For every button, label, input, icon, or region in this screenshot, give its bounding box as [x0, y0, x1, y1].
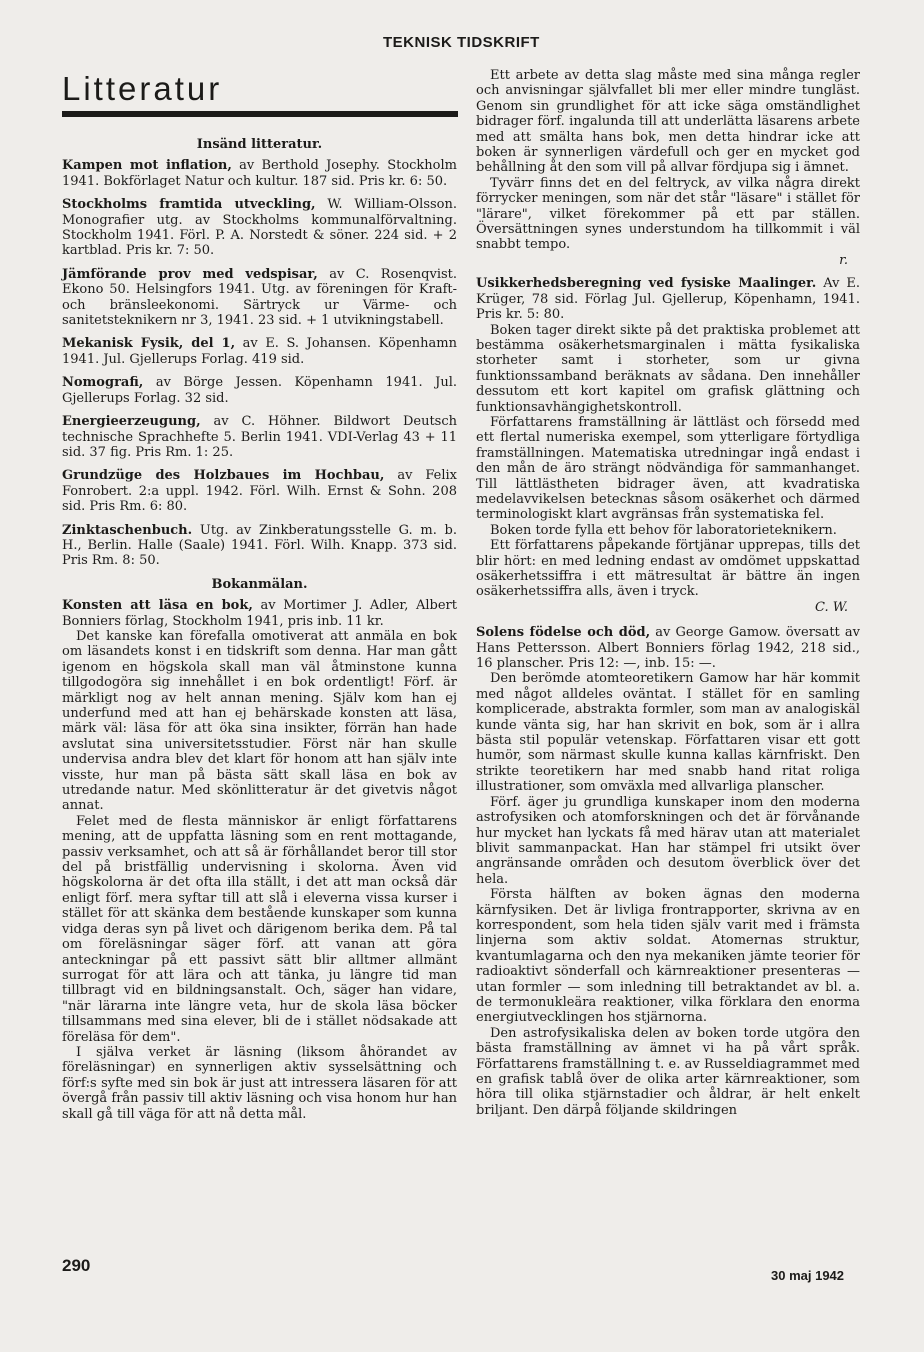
left-column — [62, 137, 457, 1122]
entry-details: av Börge Jessen. Köpenhamn 1941. Jul. Gjellerups Forlag. 32 sid. — [62, 375, 457, 406]
review3-heading — [476, 625, 860, 671]
entry-list — [62, 158, 457, 568]
review2-meta: Av E. Krüger, 78 sid. Förlag Jul. Gjellerup, Köpenhamn, 1941. Pris kr. 5: 80. — [476, 276, 860, 323]
review2-title: Usikkerhedsberegning ved fysiske Maalinger. — [476, 276, 817, 292]
review3-meta: av George Gamow. översatt av Hans Pettersson. Albert Bonniers förlag 1942, 218 sid., 16 planscher. Pris 12: —, inb. 15: —. — [476, 625, 860, 672]
paragraph: Tyvärr finns det en del feltryck, av vilka några direkt förrycker meningen, som när det står "läsare" i stället för "lärare", vilket förekommer på ett par ställen. Översättningen synes understundom ha tillkommit i väl snabbt tempo. — [476, 175, 860, 253]
literature-entry — [62, 197, 457, 259]
insand-header: Insänd litteratur. — [196, 137, 323, 152]
paragraph: Den berömde atomteoretikern Gamow har här kommit med något alldeles oväntat. I stället för en samling komplicerade, abstrakta formler, som man av analogiskäl kunde vänta sig, har han skrivit en bok, som är i allra bästa stil populär vetenskap. Författaren visar ett gott humör, som närmast skulle kunna kallas kärnfriskt. Den strikte teoretikern har med snabb hand ritat roliga illustrationer, som omväxla med allvarliga planscher. — [476, 671, 860, 795]
entry-title: Nomografi, — [62, 375, 144, 391]
paragraph: Ett författarens påpekande förtjänar upprepas, tills det blir hört: en med ledning endast av omdömet uppskattad osäkerhetssiffra i ett mätresultat är bättre än ingen osäkerhetssiffra alls, även i tryck. — [476, 538, 860, 600]
entry-details: av Felix Fonrobert. 2:a uppl. 1942. Förl. Wilh. Ernst & Sohn. 208 sid. Pris Rm. 6: 80. — [62, 468, 457, 515]
literature-entry — [62, 414, 457, 460]
review1-body — [62, 629, 457, 1122]
issue-date: 30 maj 1942 — [771, 1268, 845, 1283]
paragraph: Förf. äger ju grundliga kunskaper inom den moderna astrofysiken och atomforskningen och det är förvånande hur mycket han lyckats få med härav utan att materialet blivit sammanpackat. Han har stämpel fri utsikt över angränsande områden och desutom överblick över det hela. — [476, 794, 860, 887]
entry-details: Utg. av Zinkberatungsstelle G. m. b. H., Berlin. Halle (Saale) 1941. Förl. Wilh. Knapp. 373 sid. Pris Rm. 8: 50. — [62, 522, 457, 569]
review3-title: Solens födelse och död, — [476, 625, 651, 641]
literature-entry — [62, 267, 457, 329]
review1-heading — [62, 598, 457, 629]
review2-signature: C. W. — [815, 599, 848, 615]
paragraph: Det kanske kan förefalla omotiverat att anmäla en bok om läsandets konst i en tidskrift som denna. Har man gått igenom en högskola skall man väl åtminstone kunna tillgodogöra sig innehållet i en bok ordentligt! Förf. är märkligt nog av helt annan mening. Själv kom han ej underfund med att han ej behärskade konsten att läsa, märk väl: läsa för att öka sina insikter, förrän han hade avslutat sina universitetsstudier. Först när han skulle undervisa andra blev det klart för honom att han själv inte visste, hur man på bästa sätt skall läsa en bok av utredande natur. Med skönlitteratur är det givetvis något annat. — [62, 628, 457, 814]
entry-title: Mekanisk Fysik, del 1, — [62, 336, 236, 352]
review2-body — [476, 323, 860, 600]
paragraph: Författarens framställning är lättläst och försedd med ett flertal numeriska exempel, som ytterligare förtydliga framställningen. Matematiska utredningar ingå endast i den mån de äro strängt nödvändiga för sammanhanget. Till lättlästheten bidrager även, att kvadratiska medelavvikelsen betecknas såsom osäkerhet och därmed terminologiskt klart avgränsas från systematiska fel. — [476, 414, 860, 523]
entry-details: av E. S. Johansen. Köpenhamn 1941. Jul. Gjellerups Forlag. 419 sid. — [62, 336, 457, 367]
entry-title: Grundzüge des Holzbaues im Hochbau, — [62, 468, 385, 484]
entry-title: Stockholms framtida utveckling, — [62, 197, 316, 213]
paragraph: I själva verket är läsning (liksom åhörandet av föreläsningar) en synnerligen aktiv sysselsättning och förf:s syfte med sin bok är just att intressera läsaren för att övergå från passiv till aktiv läsning och visa honom hur han skall gå till väga för att nå detta mål. — [62, 1044, 457, 1122]
entry-title: Jämförande prov med vedspisar, — [62, 266, 318, 282]
paragraph: Den astrofysikaliska delen av boken torde utgöra den bästa framställning av ämnet vi ha på vårt språk. Författarens framställning t. e. av Russeldiagrammet med en grafisk tablå över de olika arter kärnreaktioner, som höra till olika stjärnstadier och åldrar, är helt enkelt briljant. Den därpå följande skildringen — [476, 1025, 860, 1118]
review1-title: Konsten att läsa en bok, — [62, 598, 253, 614]
bokanmalan-header: Bokanmälan. — [211, 576, 308, 592]
entry-title: Energieerzeugung, — [62, 414, 201, 430]
paragraph: Ett arbete av detta slag måste med sina många regler och anvisningar självfallet bli mer eller mindre tungläst. Genom sin grundlighet för att icke säga omständlighet bidrager förf. ingalunda till att underlätta läsarens arbete med att smälta hans bok, men detta hindrar icke att boken är synnerligen värdefull och ger en mycket god behållning åt den som vill på allvar fördjupa sig i ämnet. — [476, 68, 860, 176]
entry-details: av Berthold Josephy. Stockholm 1941. Bokförlaget Natur och kultur. 187 sid. Pris kr. 6: 50. — [62, 158, 457, 189]
paragraph: Boken tager direkt sikte på det praktiska problemet att bestämma osäkerhetsmarginalen i mätta fysikaliska storheter samt i storheter, som ur givna funktionssamband beräknats av sådana. Den innehåller dessutom ett kort kapitel om grafisk glättning och funktionsavhängighetskontroll. — [476, 322, 860, 415]
entry-details: av C. Rosenqvist. Ekono 50. Helsingfors 1941. Utg. av föreningen för Kraft- och bränsleekonomi. Särtryck ur Värme- och sanitetsteknikern nr 3, 1941. 23 sid. + 1 utvikningstabell. — [62, 266, 457, 329]
literature-entry — [62, 468, 457, 514]
continued-signature: r. — [839, 252, 848, 268]
entry-details: av C. Höhner. Bildwort Deutsch technische Sprachhefte 5. Berlin 1941. VDI-Verlag 43 + 11 sid. 37 fig. Pris Rm. 1: 25. — [62, 414, 457, 460]
review2-heading — [476, 276, 860, 322]
masthead: TEKNISK TIDSKRIFT — [383, 34, 540, 51]
page-number: 290 — [62, 1256, 91, 1275]
entry-details: W. William-Olsson. Monografier utg. av Stockholms kommunalförvaltning. Stockholm 1941. Förl. P. A. Norstedt & söner. 224 sid. + 2 kartblad. Pris kr. 7: 50. — [62, 197, 457, 259]
paragraph: Första hälften av boken ägnas den moderna kärnfysiken. Det är livliga frontrapporter, skrivna av en korrespondent, som hela tiden själv varit med i främsta linjerna som aktiv soldat. Atomernas struktur, kvantumlagarna och den nya mekaniken jämte teorier för radioaktivt sönderfall och kärnreaktioner presenteras — utan formler — som inledning till betraktandet av bl. a. de termonukleära reaktioner, vilka förklara den enorma energiutvecklingen hos stjärnorna. — [476, 887, 860, 1026]
paragraph: Boken torde fylla ett behov för laboratorieteknikern. — [490, 522, 837, 538]
entry-title: Zinktaschenbuch. — [62, 522, 193, 538]
title-rule — [62, 111, 458, 117]
entry-title: Kampen mot inflation, — [62, 158, 232, 174]
right-column — [476, 68, 860, 1118]
section-title: Litteratur — [62, 70, 223, 107]
literature-entry — [62, 523, 457, 569]
review1-meta: av Mortimer J. Adler, Albert Bonniers förlag, Stockholm 1941, pris inb. 11 kr. — [62, 598, 457, 629]
continued-body — [476, 68, 860, 253]
paragraph: Felet med de flesta människor är enligt författarens mening, att de uppfatta läsning som en rent mottagande, passiv verksamhet, och att så är förhållandet beror till stor del på bristfällig undervisning i skolorna. Även vid högskolorna är det ofta illa ställt, i det att man också där enligt förf. mera syftar till att slå i eleverna vissa kurser i stället för att skänka dem bestående kunskaper som kunna vidga deras syn på livet och därigenom berika dem. På tal om föreläsningar säger förf. att vanan att göra anteckningar på ett passivt sätt blir alltmer allmänt surrogat för att lära och att tänka, ju längre tid man tillbragt vid en bildningsanstalt. Och, säger han vidare, "när lärarna inte längre veta, hur de skola läsa böcker tillsammans med sina elever, bli de i stället nödsakade att föreläsa för dem". — [62, 813, 457, 1045]
review3-body — [476, 671, 860, 1118]
literature-entry — [62, 375, 457, 406]
literature-entry — [62, 336, 457, 367]
literature-entry — [62, 158, 457, 189]
